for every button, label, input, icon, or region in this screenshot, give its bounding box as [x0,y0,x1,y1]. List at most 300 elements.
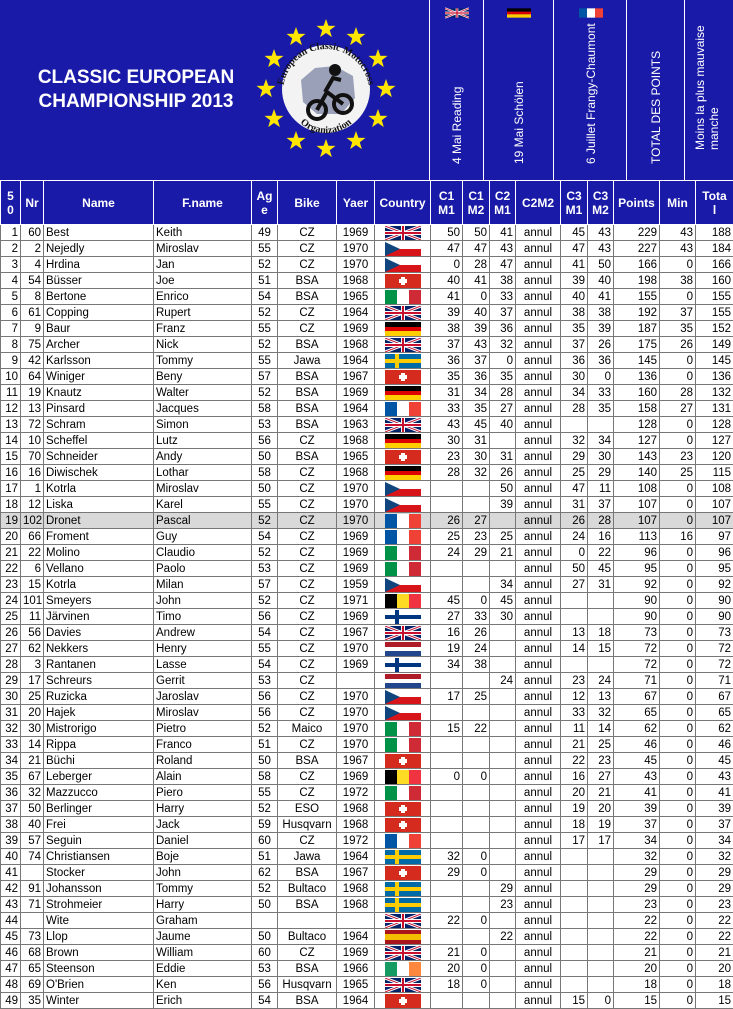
cell-c2m1: 25 [490,529,516,545]
cell-total: 120 [696,449,733,465]
cell-pos: 25 [1,609,21,625]
cell-c3m1: 47 [561,241,588,257]
country-flag-icon [375,337,431,353]
cell-c3m1: 20 [561,785,588,801]
cell-c1m2: 0 [463,961,490,977]
cell-c1m2: 35 [463,401,490,417]
cell-year: 1969 [337,609,375,625]
cell-c1m2: 45 [463,417,490,433]
star-icon [317,19,336,37]
cell-fname: Gerrit [154,673,252,689]
cell-nr: 57 [21,833,44,849]
cell-c1m2 [463,577,490,593]
cell-year: 1963 [337,417,375,433]
cell-c2m2: annul [516,529,561,545]
cell-total: 136 [696,369,733,385]
cell-c1m2: 25 [463,689,490,705]
cell-c1m2: 23 [463,529,490,545]
country-flag-icon [375,977,431,993]
cell-c2m2: annul [516,977,561,993]
race-column-3 [626,0,685,180]
cell-total: 32 [696,849,733,865]
cell-c2m1: 36 [490,321,516,337]
cell-name: Liska [44,497,154,513]
cell-nr: 101 [21,593,44,609]
cell-nr: 54 [21,273,44,289]
cell-total: 107 [696,497,733,513]
cell-fname: Paolo [154,561,252,577]
cell-pos: 32 [1,721,21,737]
cell-points: 92 [614,577,660,593]
cell-pos: 35 [1,769,21,785]
cell-total: 37 [696,817,733,833]
cell-c1m2: 43 [463,337,490,353]
cell-c3m2 [588,945,614,961]
cell-c2m1: 37 [490,305,516,321]
cell-pos: 45 [1,929,21,945]
cell-bike: CZ [278,689,337,705]
cell-fname: Daniel [154,833,252,849]
cell-fname: Erich [154,993,252,1009]
cell-points: 34 [614,833,660,849]
cell-c3m1 [561,881,588,897]
cell-pos: 44 [1,913,21,929]
cell-min: 0 [660,369,696,385]
cell-name: Büchi [44,753,154,769]
cell-c2m1 [490,961,516,977]
cell-nr: 11 [21,609,44,625]
cell-fname: Franz [154,321,252,337]
cell-points: 198 [614,273,660,289]
cell-c3m1: 19 [561,801,588,817]
cell-year: 1969 [337,769,375,785]
cell-pos: 19 [1,513,21,529]
country-flag-icon [375,849,431,865]
cell-c3m2: 28 [588,513,614,529]
cell-fname: Lothar [154,465,252,481]
cell-points: 20 [614,961,660,977]
cell-points: 113 [614,529,660,545]
cell-c1m2: 50 [463,225,490,241]
cell-year: 1968 [337,801,375,817]
cell-pos: 23 [1,577,21,593]
cell-total: 90 [696,609,733,625]
cell-c2m1: 32 [490,337,516,353]
country-flag-icon [375,561,431,577]
cell-total: 92 [696,577,733,593]
cell-c2m2: annul [516,273,561,289]
cell-c2m1: 43 [490,241,516,257]
cell-points: 107 [614,497,660,513]
cell-c3m2: 26 [588,337,614,353]
country-flag-icon [375,257,431,273]
cell-bike: Husqvarn [278,977,337,993]
cell-c2m1 [490,625,516,641]
cell-c2m1: 39 [490,497,516,513]
cell-bike: CZ [278,705,337,721]
country-flag-icon [375,321,431,337]
cell-pos: 15 [1,449,21,465]
cell-min: 25 [660,465,696,481]
cell-c2m1: 23 [490,897,516,913]
cell-pos: 11 [1,385,21,401]
cell-c2m1: 0 [490,353,516,369]
cell-c2m1 [490,833,516,849]
cell-total: 127 [696,433,733,449]
cell-pos: 40 [1,849,21,865]
cell-pos: 18 [1,497,21,513]
cell-total: 22 [696,929,733,945]
cell-c1m1 [431,673,463,689]
cell-total: 72 [696,641,733,657]
cell-points: 145 [614,353,660,369]
cell-points: 41 [614,785,660,801]
cell-points: 227 [614,241,660,257]
cell-pos: 1 [1,225,21,241]
star-icon [265,109,284,127]
star-icon [287,131,306,149]
cell-bike: Jawa [278,849,337,865]
cell-name: Karlsson [44,353,154,369]
cell-year: 1970 [337,721,375,737]
cell-age: 58 [252,465,278,481]
country-flag-icon [375,657,431,673]
star-icon [377,79,396,97]
cell-total: 15 [696,993,733,1009]
cell-name: Stocker [44,865,154,881]
cell-c3m2: 31 [588,577,614,593]
cell-c2m1: 30 [490,609,516,625]
table-row [1,529,733,545]
cell-c3m1 [561,865,588,881]
cell-c3m1: 14 [561,641,588,657]
cell-name: Kotrla [44,577,154,593]
cell-c2m2: annul [516,337,561,353]
cell-c3m2: 45 [588,561,614,577]
cell-fname: Andy [154,449,252,465]
table-row [1,497,733,513]
cell-min: 0 [660,801,696,817]
cell-total: 107 [696,513,733,529]
country-flag-icon [375,801,431,817]
cell-c1m2: 0 [463,593,490,609]
cell-bike: CZ [278,625,337,641]
cell-c1m1: 30 [431,433,463,449]
cell-min: 0 [660,641,696,657]
cell-pos: 6 [1,305,21,321]
cell-c2m2: annul [516,385,561,401]
table-row [1,801,733,817]
cell-nr: 74 [21,849,44,865]
cell-points: 158 [614,401,660,417]
cell-c2m2: annul [516,561,561,577]
cell-c3m1: 33 [561,705,588,721]
cell-age: 53 [252,417,278,433]
cell-points: 22 [614,929,660,945]
cell-c3m2: 37 [588,497,614,513]
cell-points: 96 [614,545,660,561]
cell-total: 62 [696,721,733,737]
cell-fname: William [154,945,252,961]
cell-age: 55 [252,321,278,337]
cell-c2m2: annul [516,321,561,337]
cell-c3m2 [588,977,614,993]
cell-c2m1 [490,865,516,881]
cell-c3m1 [561,977,588,993]
cell-year: 1968 [337,433,375,449]
cell-c2m1 [490,561,516,577]
cell-c3m2: 41 [588,289,614,305]
cell-age: 53 [252,961,278,977]
cell-c1m2: 26 [463,625,490,641]
cell-c1m1: 16 [431,625,463,641]
cell-pos: 3 [1,257,21,273]
header-banner [0,0,733,180]
cell-c3m2: 19 [588,817,614,833]
cell-fname: Harry [154,897,252,913]
cell-min: 0 [660,513,696,529]
cell-c1m2 [463,705,490,721]
cell-min: 0 [660,353,696,369]
country-flag-icon [375,545,431,561]
cell-c3m1 [561,609,588,625]
cell-name: Christiansen [44,849,154,865]
cell-c1m1: 18 [431,977,463,993]
cell-c2m1: 29 [490,881,516,897]
column-header: Country [375,181,431,225]
cell-name: Winter [44,993,154,1009]
cell-c3m2 [588,897,614,913]
cell-name: Frei [44,817,154,833]
cell-bike: CZ [278,465,337,481]
cell-age: 50 [252,753,278,769]
cell-fname: Enrico [154,289,252,305]
country-flag-icon [375,753,431,769]
cell-pos: 22 [1,561,21,577]
cell-fname: Jaume [154,929,252,945]
cell-c1m1: 31 [431,385,463,401]
cell-c3m2: 22 [588,545,614,561]
cell-age: 62 [252,865,278,881]
cell-year: 1965 [337,289,375,305]
cell-c1m1 [431,753,463,769]
table-row [1,865,733,881]
cell-min: 0 [660,785,696,801]
cell-c2m2: annul [516,225,561,241]
table-row [1,961,733,977]
cell-min: 0 [660,865,696,881]
cell-c2m1: 35 [490,369,516,385]
column-header: Points [614,181,660,225]
cell-total: 96 [696,545,733,561]
country-flag-icon [375,609,431,625]
cell-year: 1970 [337,481,375,497]
cell-fname: Roland [154,753,252,769]
cell-c1m2: 30 [463,449,490,465]
cell-c1m2: 0 [463,945,490,961]
cell-fname: John [154,593,252,609]
cell-age: 49 [252,225,278,241]
cell-c3m1: 0 [561,545,588,561]
flag-icon [445,6,469,20]
cell-c3m1: 22 [561,753,588,769]
cell-name: Schram [44,417,154,433]
cell-c3m2 [588,593,614,609]
cell-year [337,913,375,929]
cell-c2m1 [490,993,516,1009]
country-flag-icon [375,305,431,321]
cell-total: 108 [696,481,733,497]
cell-c1m2 [463,817,490,833]
table-row [1,785,733,801]
column-header: Nr [21,181,44,225]
cell-c1m2 [463,897,490,913]
cell-pos: 41 [1,865,21,881]
column-header: C3 M1 [561,181,588,225]
cell-year: 1959 [337,577,375,593]
table-row [1,289,733,305]
table-row [1,993,733,1009]
star-icon [265,49,284,67]
cell-points: 140 [614,465,660,481]
cell-c1m2 [463,993,490,1009]
cell-name: Järvinen [44,609,154,625]
cell-nr: 15 [21,577,44,593]
cell-fname: Timo [154,609,252,625]
country-flag-icon [375,353,431,369]
cell-c1m1: 26 [431,513,463,529]
cell-nr: 71 [21,897,44,913]
cell-bike: CZ [278,241,337,257]
cell-nr: 35 [21,993,44,1009]
cell-age: 50 [252,897,278,913]
cell-age: 54 [252,625,278,641]
cell-points: 90 [614,609,660,625]
cell-c3m2 [588,657,614,673]
cell-c1m2: 29 [463,545,490,561]
cell-nr: 6 [21,561,44,577]
cell-nr: 75 [21,337,44,353]
table-row [1,625,733,641]
cell-c1m1 [431,833,463,849]
cell-c2m2: annul [516,401,561,417]
cell-nr: 73 [21,929,44,945]
country-flag-icon [375,273,431,289]
country-flag-icon [375,417,431,433]
cell-c1m2: 0 [463,769,490,785]
cell-c1m2: 33 [463,609,490,625]
cell-min: 0 [660,753,696,769]
cell-c3m2 [588,881,614,897]
cell-c1m1: 25 [431,529,463,545]
cell-c3m1: 15 [561,993,588,1009]
table-row [1,225,733,241]
cell-pos: 43 [1,897,21,913]
cell-c1m1: 19 [431,641,463,657]
cell-name: Davies [44,625,154,641]
cell-total: 145 [696,353,733,369]
cell-min: 0 [660,881,696,897]
cell-c1m2 [463,881,490,897]
cell-fname: Pascal [154,513,252,529]
cell-pos: 13 [1,417,21,433]
cell-c3m1 [561,929,588,945]
cell-year: 1970 [337,737,375,753]
table-row [1,913,733,929]
cell-c1m2: 24 [463,641,490,657]
table-row [1,449,733,465]
cell-points: 23 [614,897,660,913]
cell-name: Diwischek [44,465,154,481]
cell-c1m1: 38 [431,321,463,337]
cell-c2m1 [490,433,516,449]
cell-c1m2: 22 [463,721,490,737]
country-flag-icon [375,225,431,241]
cell-c1m1 [431,737,463,753]
cell-c2m2: annul [516,289,561,305]
cell-name: Ruzicka [44,689,154,705]
cell-name: O'Brien [44,977,154,993]
country-flag-icon [375,961,431,977]
cell-c2m1: 34 [490,577,516,593]
cell-age: 56 [252,609,278,625]
table-header [1,181,733,225]
cell-fname: Claudio [154,545,252,561]
cell-min: 0 [660,945,696,961]
cell-nr: 65 [21,961,44,977]
cell-c1m2: 37 [463,353,490,369]
table-row [1,737,733,753]
cell-pos: 47 [1,961,21,977]
cell-bike: BSA [278,753,337,769]
cell-pos: 28 [1,657,21,673]
cell-bike: Husqvarn [278,817,337,833]
country-flag-icon [375,369,431,385]
cell-c1m1 [431,577,463,593]
column-header: C2M2 [516,181,561,225]
cell-c3m1: 12 [561,689,588,705]
country-flag-icon [375,865,431,881]
cell-c1m2: 0 [463,849,490,865]
cell-c2m1 [490,689,516,705]
cell-points: 29 [614,881,660,897]
table-row [1,481,733,497]
cell-c1m1: 50 [431,225,463,241]
cell-c3m2: 27 [588,769,614,785]
cell-name: Nejedly [44,241,154,257]
cell-c3m2: 40 [588,273,614,289]
cell-c3m2: 29 [588,465,614,481]
cell-points: 18 [614,977,660,993]
cell-c2m2: annul [516,913,561,929]
cell-nr: 4 [21,257,44,273]
cell-name: Pinsard [44,401,154,417]
cell-c3m1: 13 [561,625,588,641]
cell-nr: 72 [21,417,44,433]
cell-year: 1966 [337,961,375,977]
cell-c3m2: 11 [588,481,614,497]
cell-name: Llop [44,929,154,945]
cell-pos: 2 [1,241,21,257]
cell-age: 54 [252,289,278,305]
cell-total: 72 [696,657,733,673]
cell-points: 136 [614,369,660,385]
race-label: 4 Mai Reading [450,87,464,164]
cell-name: Steenson [44,961,154,977]
cell-c1m1 [431,817,463,833]
cell-min: 0 [660,833,696,849]
cell-points: 187 [614,321,660,337]
